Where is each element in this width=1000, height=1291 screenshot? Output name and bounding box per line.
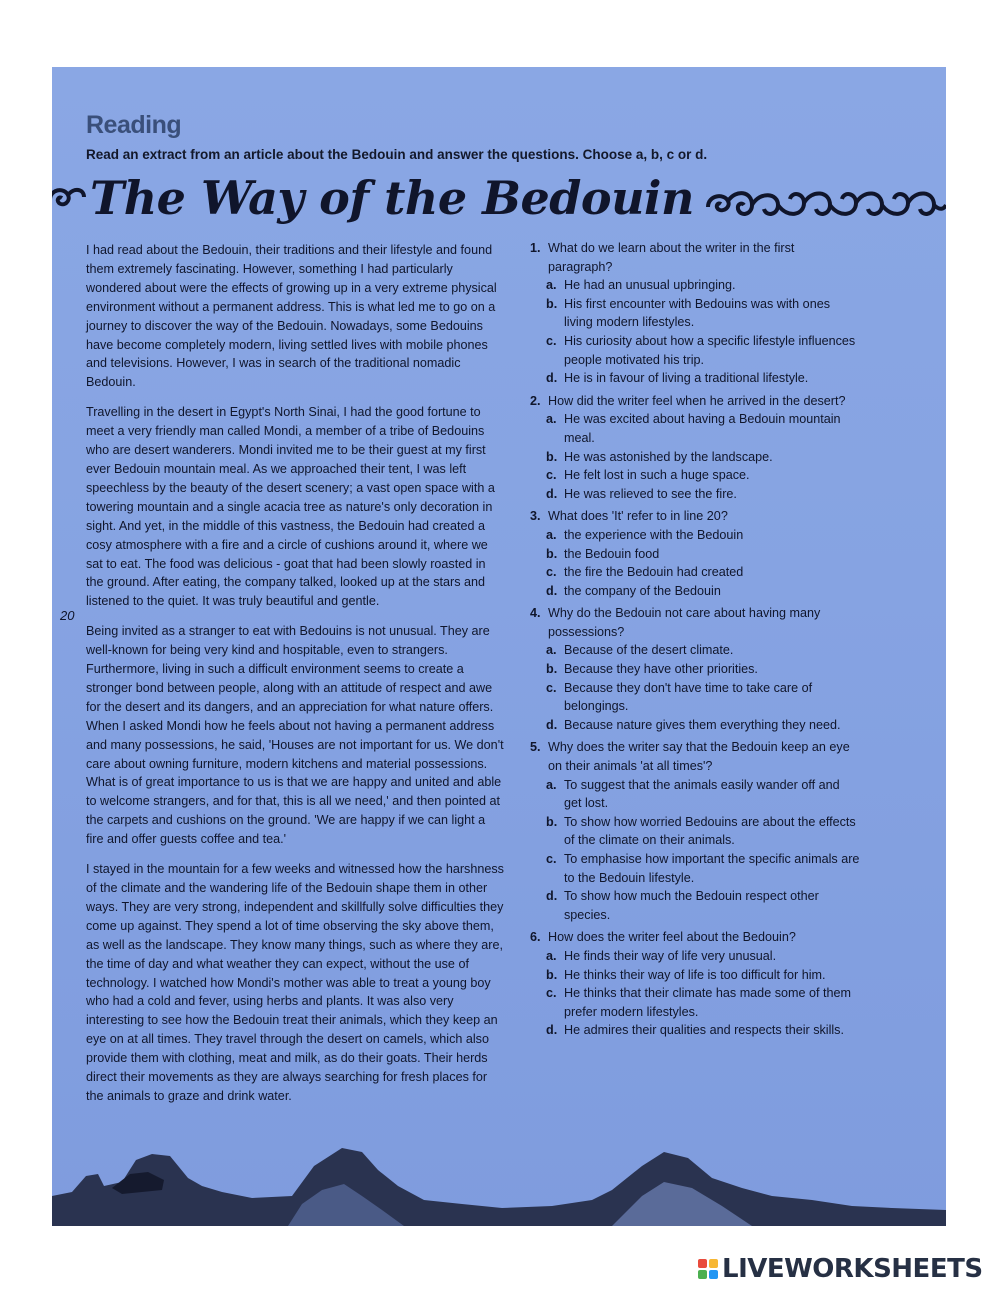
option-text: Because nature gives them everything they need.: [564, 717, 841, 732]
option-text: Because they have other priorities.: [564, 662, 758, 677]
question-3: [530, 507, 860, 600]
instructions: Read an extract from an article about the Bedouin and answer the questions. Choose a, b, c or d.: [86, 147, 708, 162]
question-number: 3.: [530, 509, 541, 524]
answer-option[interactable]: [530, 276, 860, 295]
question-text: Why do the Bedouin not care about having many possessions?: [548, 606, 821, 639]
question-6: [530, 928, 860, 1040]
brand-name: LIVEWORKSHEETS: [722, 1254, 983, 1284]
liveworksheets-brand: [698, 1254, 983, 1284]
question-stem: [530, 738, 860, 775]
scroll-ornament-right-icon: [704, 185, 946, 225]
section-heading: Reading: [86, 111, 182, 139]
option-letter: c.: [546, 468, 557, 483]
answer-option[interactable]: [530, 369, 860, 388]
answer-option[interactable]: [530, 776, 860, 813]
option-text: the Bedouin food: [564, 546, 660, 561]
option-text: He was relieved to see the fire.: [564, 486, 737, 501]
option-letter: b.: [546, 967, 558, 982]
option-letter: a.: [546, 412, 557, 427]
option-text: He is in favour of living a traditional lifestyle.: [564, 371, 809, 386]
question-stem: [530, 507, 860, 526]
option-letter: d.: [546, 889, 558, 904]
question-number: 6.: [530, 930, 541, 945]
option-text: He finds their way of life very unusual.: [564, 948, 777, 963]
option-letter: d.: [546, 1023, 558, 1038]
answer-option[interactable]: [530, 1021, 860, 1040]
option-letter: c.: [546, 333, 557, 348]
option-letter: b.: [546, 546, 558, 561]
option-letter: c.: [546, 986, 557, 1001]
option-text: He felt lost in such a huge space.: [564, 468, 750, 483]
option-text: the experience with the Bedouin: [564, 527, 744, 542]
question-text: Why does the writer say that the Bedouin keep an eye on their animals 'at all times'?: [548, 740, 850, 774]
option-letter: a.: [546, 278, 557, 293]
desert-illustration: [52, 1126, 946, 1226]
option-text: To emphasise how important the specific animals are to the Bedouin lifestyle.: [564, 852, 860, 885]
answer-option[interactable]: [530, 984, 860, 1021]
option-text: Because they don't have time to take care of belongings.: [564, 680, 813, 714]
answer-option[interactable]: [530, 563, 860, 582]
question-stem: [530, 604, 860, 641]
option-text: the fire the Bedouin had created: [564, 565, 744, 580]
question-text: What does 'It' refer to in line 20?: [548, 509, 728, 524]
option-text: He was excited about having a Bedouin mountain meal.: [564, 412, 841, 445]
option-letter: d.: [546, 717, 558, 732]
answer-option[interactable]: [530, 545, 860, 564]
option-letter: a.: [546, 948, 557, 963]
question-text: How does the writer feel about the Bedouin?: [548, 930, 796, 945]
option-letter: b.: [546, 296, 558, 311]
questions-column: [530, 239, 860, 1044]
question-number: 5.: [530, 740, 541, 755]
option-letter: c.: [546, 852, 557, 866]
answer-option[interactable]: [530, 679, 860, 716]
answer-option[interactable]: [530, 660, 860, 679]
question-stem: [530, 392, 860, 411]
liveworksheets-logo-icon: [698, 1259, 718, 1279]
question-2: [530, 392, 860, 504]
option-text: His curiosity about how a specific lifestyle influences people motivated his trip.: [564, 333, 856, 367]
question-number: 1.: [530, 241, 541, 255]
worksheet-page: [52, 67, 946, 1226]
option-text: the company of the Bedouin: [564, 583, 721, 598]
question-stem: [530, 239, 860, 276]
answer-option[interactable]: [530, 448, 860, 467]
answer-option[interactable]: [530, 410, 860, 447]
option-text: Because of the desert climate.: [564, 643, 734, 658]
scroll-ornament-left-icon: [52, 183, 86, 217]
option-letter: a.: [546, 643, 557, 658]
option-letter: a.: [546, 527, 557, 542]
article-paragraph: I had read about the Bedouin, their traditions and their lifestyle and found them extremely fascinating. However, something I had particularly wondered about were the effects of growing up in a very extreme physical environment without a permanent address. This is what led me to go on a journey to discover the way of the Bedouin. Nowadays, some Bedouins have become completely modern, living settled lives with mobile phones and televisions. However, I was in search of the traditional nomadic Bedouin.: [86, 243, 497, 390]
option-text: To show how worried Bedouins are about the effects of the climate on their animals.: [564, 814, 856, 848]
option-text: He thinks their way of life is too difficult for him.: [564, 967, 826, 982]
article-paragraph: I stayed in the mountain for a few weeks and witnessed how the harshness of the climate and the wandering life of the Bedouin shape them in other ways. They are very strong, independent and skillfully solve difficulties they come up against. They spend a lot of time observing the sky above them, as well as the landscape. They know many things, such as where they are, the time of day and what weather they can expect, without the use of technology. I watched how Mondi's mother was able to treat a young boy who had a cold and fever, using herbs and plants. It was also very interesting to see how the Bedouin treat their animals, which they keep an eye on at all times. They travel through the desert on camels, which also provide them with clothing, meat and milk, as do their goats. Their herds direct their movements as they are always searching for fresh places for the animals to graze and drink water.: [86, 862, 504, 1103]
answer-option[interactable]: [530, 295, 860, 332]
answer-option[interactable]: [530, 526, 860, 545]
article-paragraph: Being invited as a stranger to eat with Bedouins is not unusual. They are well-known for being very kind and hospitable, even to strangers. Furthermore, living in such a difficult environment seems to create a stronger bond between people, along with an attitude of respect and awe for the desert and its dangers, and an appreciation for what nature offers. When I asked Mondi how he feels about not having a permanent address and many possessions, he said, 'Houses are not important for us. We don't care about owning furniture, modern kitchens and material possessions. What is of great importance to us is that we are happy and united and able to welcome strangers, and for that, this is all we need,' and then pointed at the carpets and cushions on the ground. 'We are happy if we can light a fire and offer guests coffee and tea.': [86, 624, 504, 847]
option-text: His first encounter with Bedouins was with ones living modern lifestyles.: [564, 296, 830, 330]
question-number: 4.: [530, 606, 541, 621]
option-text: To suggest that the animals easily wander off and get lost.: [564, 777, 840, 811]
question-5: [530, 738, 860, 924]
answer-option[interactable]: [530, 332, 860, 369]
title-row: [52, 171, 946, 231]
answer-option[interactable]: [530, 641, 860, 660]
answer-option[interactable]: [530, 716, 860, 735]
option-letter: b.: [546, 814, 558, 829]
answer-option[interactable]: [530, 813, 860, 850]
article-title: The Way of the Bedouin: [90, 171, 694, 225]
answer-option[interactable]: [530, 966, 860, 985]
option-letter: d.: [546, 486, 558, 501]
question-number: 2.: [530, 393, 541, 408]
article-body: [86, 241, 506, 1117]
answer-option[interactable]: [530, 947, 860, 966]
option-letter: b.: [546, 662, 558, 677]
question-stem: [530, 928, 860, 947]
option-text: He had an unusual upbringing.: [564, 278, 736, 293]
answer-option[interactable]: [530, 887, 860, 924]
answer-option[interactable]: [530, 466, 860, 485]
option-text: He was astonished by the landscape.: [564, 449, 773, 464]
option-text: To show how much the Bedouin respect other species.: [564, 889, 819, 922]
option-letter: d.: [546, 583, 558, 598]
question-text: What do we learn about the writer in the first paragraph?: [548, 241, 795, 274]
option-letter: b.: [546, 449, 558, 464]
article-paragraph: Travelling in the desert in Egypt's North Sinai, I had the good fortune to meet a very friendly man called Mondi, a member of a tribe of Bedouins who are desert wanderers. Mondi invited me to be their guest at my first ever Bedouin mountain meal. As we approached their tent, I was left speechless by the beauty of the desert scenery; a vast open space with a towering mountain and a single acacia tree as nature's only decoration in sight. And yet, in the middle of this vastness, the Bedouin had created a cosy atmosphere with a fire and a circle of cushions around it, where we sat to eat. The food was delicious - goat that had been slowly roasted in the ground. After eating, the company talked, looked up at the stars and listened to the quiet. It was truly beautiful and gentle.: [86, 405, 495, 609]
option-letter: c.: [546, 680, 557, 695]
question-text: How did the writer feel when he arrived in the desert?: [548, 393, 846, 408]
question-1: [530, 239, 860, 388]
line-number-marker: 20: [60, 608, 75, 623]
option-text: He thinks that their climate has made some of them prefer modern lifestyles.: [564, 986, 851, 1019]
question-4: [530, 604, 860, 734]
option-letter: c.: [546, 565, 557, 580]
answer-option[interactable]: [530, 850, 860, 887]
answer-option[interactable]: [530, 485, 860, 504]
option-text: He admires their qualities and respects their skills.: [564, 1023, 844, 1038]
option-letter: a.: [546, 777, 557, 792]
answer-option[interactable]: [530, 582, 860, 601]
option-letter: d.: [546, 371, 558, 386]
